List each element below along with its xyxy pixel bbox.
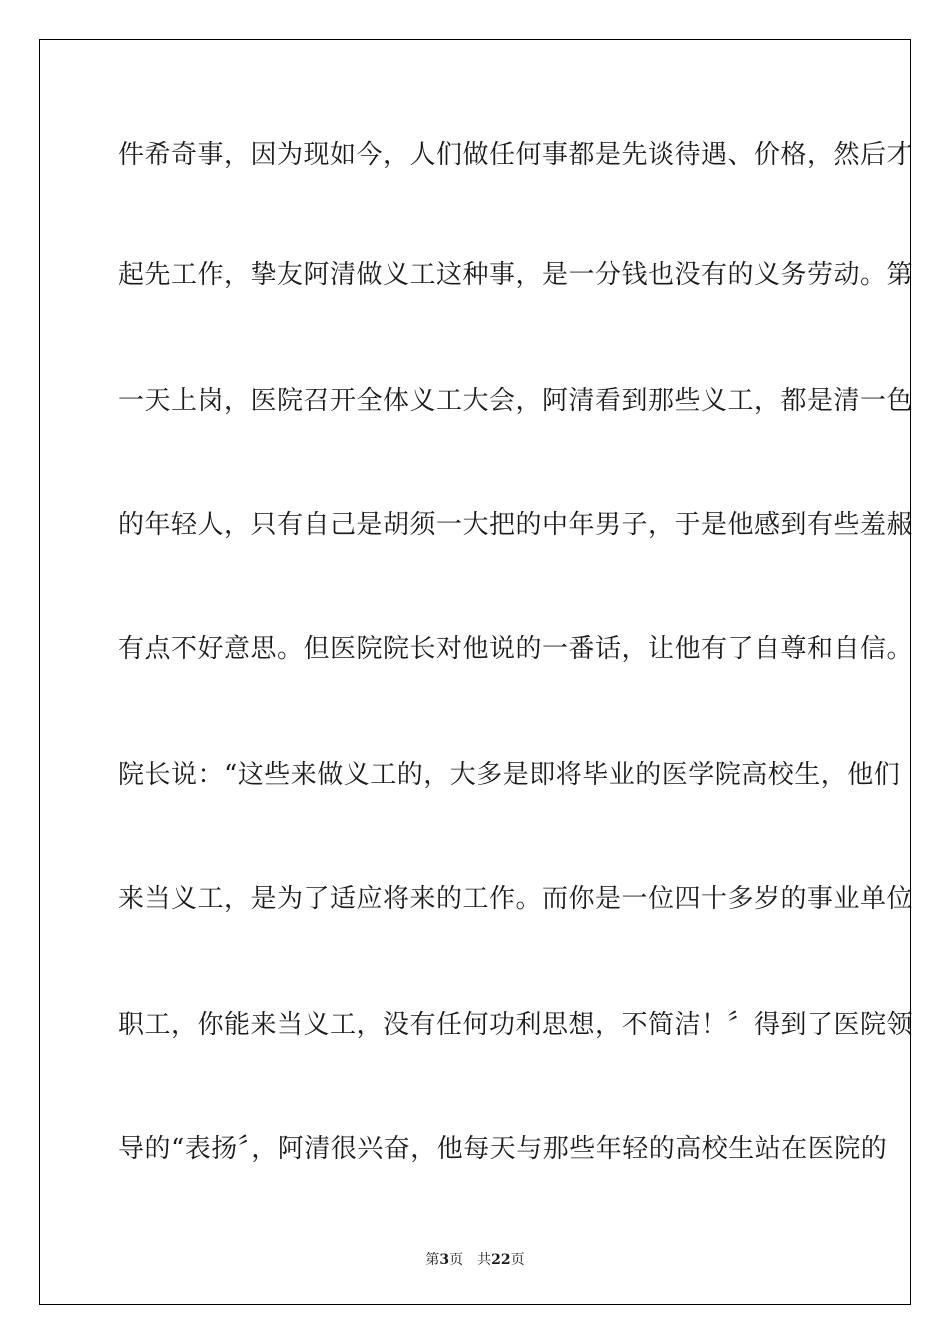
body-line-8: 职工，你能来当义工，没有任何功利思想，不简洁！〞得到了医院领 [118,1010,914,1040]
footer-total-suffix: 页 [510,1252,525,1268]
body-line-1: 件希奇事，因为现如今，人们做任何事都是先谈待遇、价格，然后才 [118,140,914,170]
body-line-5: 有点不好意思。但医院院长对他说的一番话，让他有了自尊和自信。 [118,634,914,664]
footer-page-suffix: 页 [449,1252,464,1268]
body-line-4: 的年轻人，只有自己是胡须一大把的中年男子，于是他感到有些羞赧 [118,510,914,540]
footer-total-prefix: 共 [477,1252,492,1268]
body-line-3: 一天上岗，医院召开全体义工大会，阿清看到那些义工，都是清一色 [118,386,914,416]
body-line-2: 起先工作，挚友阿清做义工这种事，是一分钱也没有的义务劳动。第 [118,260,914,290]
body-line-7: 来当义工，是为了适应将来的工作。而你是一位四十多岁的事业单位 [118,884,914,914]
body-line-9: 导的“表扬〞，阿清很兴奋，他每天与那些年轻的高校生站在医院的 [118,1134,888,1164]
page-border [39,39,914,1305]
body-line-6: 院长说：“这些来做义工的，大多是即将毕业的医学院高校生，他们 [118,760,901,790]
footer-page-current: 3 [439,1252,450,1268]
page-footer [0,1249,950,1269]
footer-page-total: 22 [491,1252,511,1268]
footer-page-prefix: 第 [425,1252,440,1268]
